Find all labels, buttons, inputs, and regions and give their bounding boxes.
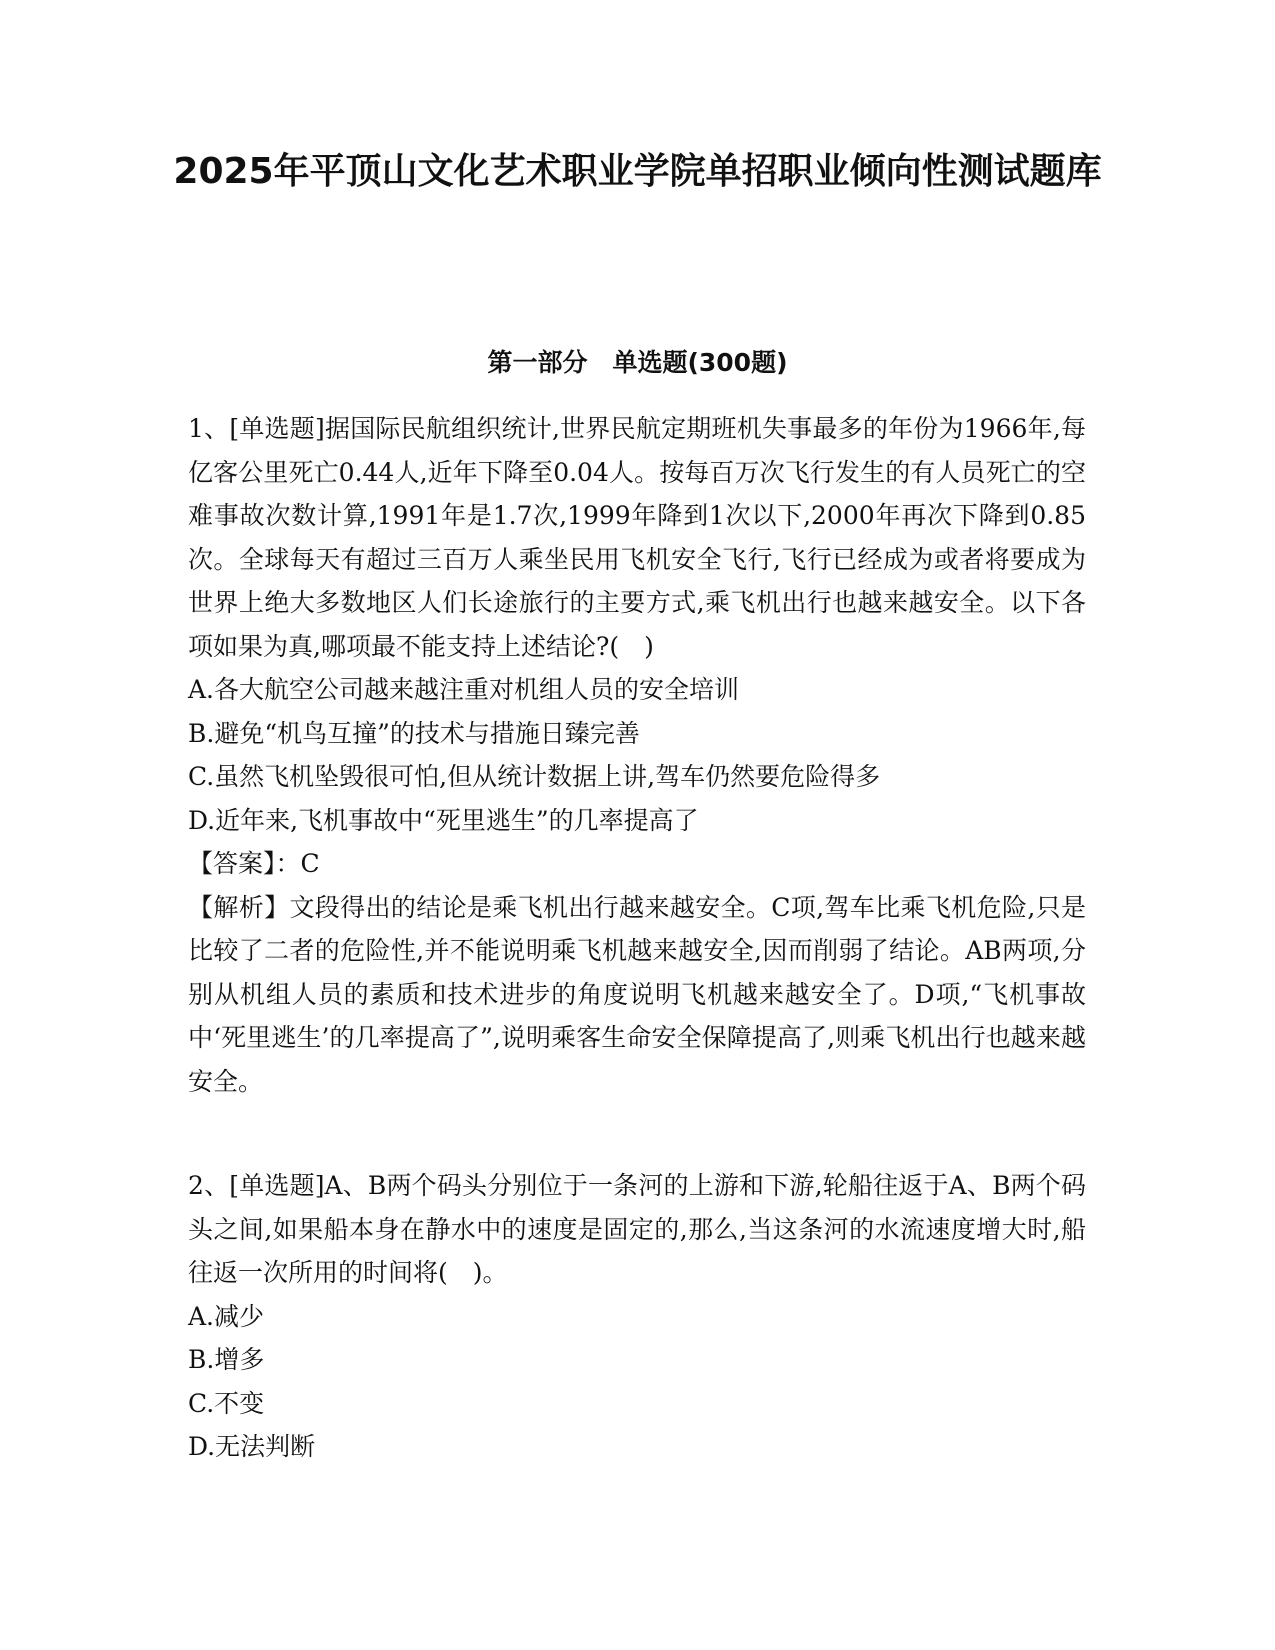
question-1-answer: 【答案】：C [188,849,320,878]
question-1-stem: 1、[单选题]据国际民航组织统计,世界民航定期班机失事最多的年份为1966年,每亿客公里死亡0.44人,近年下降至0.04人。按每百万次飞行发生的有人员死亡的空难事故次数计算,1991年是1.7次,1999年降到1次以下,2000年再次下降到0.85次。全球每天有超过三百万人乘坐民用飞机安全飞行,飞行已经成为或者将要成为世界上绝大多数地区人们长途旅行的主要方式,乘飞机出行也越来越安全。以下各项如果为真,哪项最不能支持上述结论?( ) [188,414,1086,661]
question-2-stem: 2、[单选题]A、B两个码头分别位于一条河的上游和下游,轮船往返于A、B两个码头之间,如果船本身在静水中的速度是固定的,那么,当这条河的水流速度增大时,船往返一次所用的时间将( )。 [188,1171,1086,1287]
question-1-option-b: B.避免“机鸟互撞”的技术与措施日臻完善 [188,718,640,748]
section-heading: 第一部分 单选题(300题) [487,348,788,377]
question-2-option-c: C.不变 [188,1388,265,1418]
question-1-option-c: C.虽然飞机坠毁很可怕,但从统计数据上讲,驾车仍然要危险得多 [188,762,881,791]
document-title: 2025年平顶山文化艺术职业学院单招职业倾向性测试题库 [173,151,1102,192]
question-2-option-d: D.无法判断 [188,1432,316,1461]
question-1-option-a: A.各大航空公司越来越注重对机组人员的安全培训 [188,675,740,704]
question-1-analysis: 【解析】文段得出的结论是乘飞机出行越来越安全。C项,驾车比乘飞机危险,只是比较了二者的危险性,并不能说明乘飞机越来越安全,因而削弱了结论。AB两项,分别从机组人员的素质和技术进步的角度说明飞机越来越安全了。D项,“飞机事故中‘死里逃生’的几率提高了”,说明乘客生命安全保障提高了,则乘飞机出行也越来越安全。 [188,892,1086,1096]
question-2-option-a: A.减少 [188,1301,265,1331]
question-2 [188,1164,1086,1469]
question-1-option-d: D.近年来,飞机事故中“死里逃生”的几率提高了 [188,805,699,835]
question-2-option-b: B.增多 [188,1345,265,1374]
question-1 [188,407,1086,1103]
